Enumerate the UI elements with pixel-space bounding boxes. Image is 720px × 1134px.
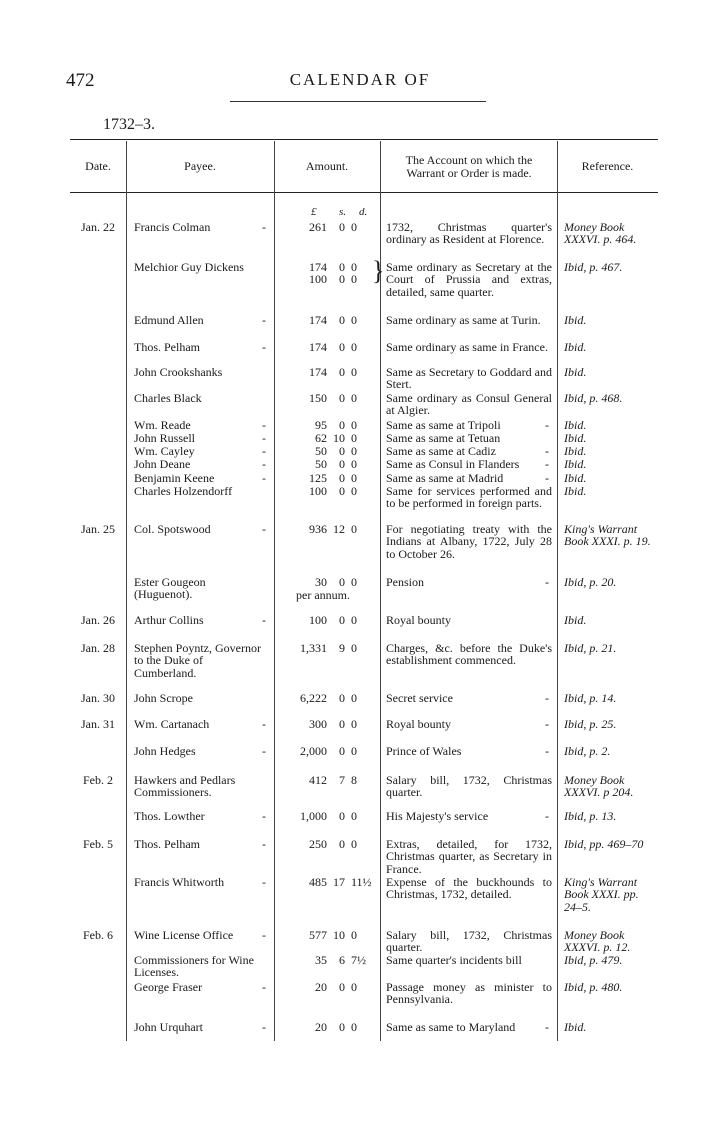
- row-reference: Ibid, p. 479.: [564, 953, 623, 967]
- row-shillings: 0: [339, 837, 345, 851]
- row-pounds: 174 100: [309, 260, 327, 287]
- row-payee: Edmund Allen: [134, 313, 204, 327]
- row-account: Royal bounty: [386, 613, 451, 627]
- row-shillings: 0: [339, 365, 345, 379]
- row-account: Same as same at Madrid: [386, 471, 504, 485]
- row-amount-note: per annum.: [296, 588, 350, 602]
- row-account: Same ordinary as same in France.: [386, 340, 548, 354]
- row-shillings: 0: [339, 613, 345, 627]
- row-reference: King's Warrant Book XXXI. p. 19.: [564, 522, 651, 549]
- row-reference: Ibid.: [564, 340, 587, 354]
- row-pence: 0: [351, 809, 357, 823]
- brace: }: [372, 255, 385, 286]
- row-reference: Ibid.: [564, 471, 587, 485]
- row-account: Passage money as minister to Pennsylvania.: [386, 980, 552, 1007]
- row-reference: Ibid.: [564, 484, 587, 498]
- row-shillings: 0: [339, 744, 345, 758]
- leader-dash: -: [545, 691, 549, 705]
- row-reference: Ibid, p. 21.: [564, 641, 617, 655]
- column-divider: [274, 141, 275, 1041]
- row-payee: Thos. Pelham: [134, 340, 200, 354]
- row-reference: Ibid.: [564, 365, 587, 379]
- row-account: Royal bounty: [386, 717, 451, 731]
- row-account: Same ordinary as Secretary at the Court of Prussia and extras, detailed, same quarter.: [386, 260, 552, 299]
- row-pounds: 50: [315, 457, 327, 471]
- row-date: Feb. 2: [83, 773, 113, 787]
- column-divider: [126, 141, 127, 1041]
- row-reference: Ibid.: [564, 444, 587, 458]
- row-pounds: 35: [315, 953, 327, 967]
- row-date: Jan. 22: [81, 220, 115, 234]
- leader-dash: -: [545, 809, 549, 823]
- row-date: Jan. 26: [81, 613, 115, 627]
- row-pence: 0: [351, 641, 357, 655]
- row-pence: 0: [351, 220, 357, 234]
- row-pence: 0: [351, 837, 357, 851]
- row-payee: Commissioners for Wine Licenses.: [134, 953, 254, 980]
- row-reference: Ibid.: [564, 457, 587, 471]
- leader-dash: -: [262, 744, 266, 758]
- row-pounds: 1,331: [300, 641, 327, 655]
- row-reference: Ibid, p. 20.: [564, 575, 617, 589]
- row-account: Same as Consul in Flanders: [386, 457, 520, 471]
- row-shillings: 0: [339, 457, 345, 471]
- row-pounds: 174: [309, 365, 327, 379]
- row-reference: Ibid.: [564, 431, 587, 445]
- leader-dash: -: [545, 575, 549, 589]
- leader-dash: -: [545, 744, 549, 758]
- leader-dash: -: [262, 340, 266, 354]
- row-shillings: 0: [339, 484, 345, 498]
- leader-dash: -: [262, 928, 266, 942]
- row-date: Jan. 30: [81, 691, 115, 705]
- row-pence: 0: [351, 1020, 357, 1034]
- row-date: Jan. 25: [81, 522, 115, 536]
- unit-pence: d.: [359, 206, 368, 218]
- row-payee: Arthur Collins: [134, 613, 204, 627]
- row-shillings: 0: [339, 691, 345, 705]
- row-date: Feb. 6: [83, 928, 113, 942]
- row-shillings: 0: [339, 220, 345, 234]
- leader-dash: -: [262, 522, 266, 536]
- row-pence: 0: [351, 980, 357, 994]
- row-payee: John Hedges: [134, 744, 196, 758]
- row-pence: 8: [351, 773, 357, 787]
- unit-pounds: £: [311, 206, 317, 218]
- row-payee: Col. Spotswood: [134, 522, 211, 536]
- row-pounds: 30: [315, 575, 327, 589]
- row-account: For negotiating treaty with the Indians at Albany, 1722, July 28 to October 26.: [386, 522, 552, 561]
- leader-dash: -: [262, 220, 266, 234]
- leader-dash: -: [545, 471, 549, 485]
- row-date: Feb. 5: [83, 837, 113, 851]
- row-payee: Charles Holzendorff: [134, 484, 233, 498]
- row-payee: Thos. Pelham: [134, 837, 200, 851]
- row-pence: 0: [351, 391, 357, 405]
- leader-dash: -: [262, 1020, 266, 1034]
- row-pence: 0: [351, 444, 357, 458]
- row-payee: Wm. Cartanach: [134, 717, 210, 731]
- row-shillings: 10: [333, 928, 345, 942]
- row-shillings: 10: [333, 431, 345, 445]
- row-pounds: 485: [309, 875, 327, 889]
- row-account: Same ordinary as same at Turin.: [386, 313, 541, 327]
- row-pence: 0: [351, 431, 357, 445]
- row-shillings: 0: [339, 313, 345, 327]
- row-pence: 0: [351, 575, 357, 589]
- row-payee: John Crookshanks: [134, 365, 223, 379]
- row-shillings: 9: [339, 641, 345, 655]
- leader-dash: -: [262, 418, 266, 432]
- page-number: 472: [66, 70, 95, 91]
- row-payee: Melchior Guy Dickens: [134, 260, 244, 274]
- row-account: Pension: [386, 575, 425, 589]
- row-pence: 0: [351, 691, 357, 705]
- row-account: Same as Secretary to Goddard and Stert.: [386, 365, 552, 392]
- row-shillings: 0: [339, 717, 345, 731]
- row-pounds: 20: [315, 980, 327, 994]
- row-shillings: 12: [333, 522, 345, 536]
- row-account: 1732, Christmas quarter's ordinary as Resident at Florence.: [386, 220, 552, 247]
- leader-dash: -: [262, 444, 266, 458]
- row-reference: Ibid.: [564, 418, 587, 432]
- row-pence: 7½: [351, 953, 366, 967]
- row-pounds: 95: [315, 418, 327, 432]
- row-pence: 0: [351, 340, 357, 354]
- row-payee: Francis Whitworth: [134, 875, 225, 889]
- leader-dash: -: [545, 418, 549, 432]
- row-pence: 0: [351, 928, 357, 942]
- row-account: Secret service: [386, 691, 453, 705]
- row-account: His Majesty's service: [386, 809, 489, 823]
- row-reference: Ibid, p. 13.: [564, 809, 617, 823]
- row-shillings: 0 0: [339, 260, 345, 287]
- row-payee: John Scrope: [134, 691, 193, 705]
- leader-dash: -: [545, 717, 549, 731]
- row-payee: George Fraser: [134, 980, 203, 994]
- leader-dash: -: [262, 431, 266, 445]
- row-pounds: 20: [315, 1020, 327, 1034]
- row-pence: 11½: [351, 875, 372, 889]
- row-shillings: 0: [339, 418, 345, 432]
- row-account: Same as same at Cadiz: [386, 444, 496, 458]
- row-payee: Wm. Cayley: [134, 444, 195, 458]
- row-pence: 0: [351, 457, 357, 471]
- year-label: 1732–3.: [103, 116, 155, 133]
- row-payee: John Russell: [134, 431, 196, 445]
- row-pounds: 300: [309, 717, 327, 731]
- row-pence: 0: [351, 418, 357, 432]
- leader-dash: -: [262, 875, 266, 889]
- leader-dash: -: [262, 471, 266, 485]
- row-pence: 0: [351, 313, 357, 327]
- leader-dash: -: [545, 457, 549, 471]
- row-payee: Benjamin Keene: [134, 471, 215, 485]
- row-shillings: 0: [339, 444, 345, 458]
- row-shillings: 0: [339, 575, 345, 589]
- row-pounds: 100: [309, 613, 327, 627]
- row-reference: Money Book XXXVI. p. 464.: [564, 220, 637, 247]
- row-reference: Ibid, p. 468.: [564, 391, 623, 405]
- row-date: Jan. 28: [81, 641, 115, 655]
- row-shillings: 0: [339, 809, 345, 823]
- leader-dash: -: [545, 1020, 549, 1034]
- row-account: Same ordinary as Consul General at Algier.: [386, 391, 552, 418]
- row-pence: 0: [351, 471, 357, 485]
- row-pence: 0 0: [351, 260, 357, 287]
- row-payee: John Urquhart: [134, 1020, 203, 1034]
- row-account: Same as same to Maryland: [386, 1020, 516, 1034]
- row-reference: Ibid, p. 467.: [564, 260, 623, 274]
- leader-dash: -: [262, 837, 266, 851]
- row-shillings: 0: [339, 1020, 345, 1034]
- row-reference: Money Book XXXVI. p 204.: [564, 773, 634, 800]
- header-date: Date.: [85, 159, 111, 173]
- row-date: Jan. 31: [81, 717, 115, 731]
- row-payee: Wine License Office: [134, 928, 234, 942]
- row-pounds: 936: [309, 522, 327, 536]
- leader-dash: -: [262, 313, 266, 327]
- header-amount: Amount.: [305, 159, 349, 173]
- row-shillings: 6: [339, 953, 345, 967]
- row-pounds: 6,222: [300, 691, 327, 705]
- row-pence: 0: [351, 717, 357, 731]
- row-pence: 0: [351, 522, 357, 536]
- row-account: Prince of Wales: [386, 744, 462, 758]
- title-rule: [230, 101, 486, 102]
- header-payee: Payee.: [184, 159, 216, 173]
- row-account: Same as same at Tetuan: [386, 431, 501, 445]
- row-payee: Thos. Lowther: [134, 809, 205, 823]
- row-account: Charges, &c. before the Duke's establishment commenced.: [386, 641, 552, 668]
- row-reference: King's Warrant Book XXXI. pp. 24–5.: [564, 875, 639, 914]
- row-pounds: 50: [315, 444, 327, 458]
- leader-dash: -: [262, 613, 266, 627]
- leader-dash: -: [262, 809, 266, 823]
- row-shillings: 7: [339, 773, 345, 787]
- row-account: Salary bill, 1732, Christmas quarter.: [386, 773, 552, 800]
- leader-dash: -: [262, 980, 266, 994]
- row-pounds: 261: [309, 220, 327, 234]
- row-payee: Stephen Poyntz, Governor to the Duke of Cumberland.: [134, 641, 261, 680]
- row-account: Expense of the buckhounds to Christmas, 1732, detailed.: [386, 875, 552, 902]
- row-reference: Ibid, pp. 469–70: [564, 837, 644, 851]
- leader-dash: -: [262, 457, 266, 471]
- row-reference: Ibid, p. 480.: [564, 980, 623, 994]
- table-top-rule: [70, 139, 658, 140]
- leader-dash: -: [545, 444, 549, 458]
- row-pounds: 412: [309, 773, 327, 787]
- row-pounds: 174: [309, 313, 327, 327]
- row-payee: Hawkers and Pedlars Commissioners.: [134, 773, 236, 800]
- unit-shillings: s.: [339, 206, 347, 218]
- row-pounds: 577: [309, 928, 327, 942]
- row-pounds: 125: [309, 471, 327, 485]
- row-pence: 0: [351, 613, 357, 627]
- row-reference: Ibid, p. 25.: [564, 717, 617, 731]
- header-account: The Account on which the Warrant or Order is made.: [405, 152, 533, 180]
- row-account: Same as same at Tripoli: [386, 418, 501, 432]
- header-reference: Reference.: [581, 159, 634, 173]
- row-shillings: 0: [339, 980, 345, 994]
- row-reference: Ibid.: [564, 613, 587, 627]
- row-pence: 0: [351, 484, 357, 498]
- row-pounds: 250: [309, 837, 327, 851]
- row-shillings: 0: [339, 340, 345, 354]
- leader-dash: -: [262, 717, 266, 731]
- row-reference: Ibid, p. 2.: [564, 744, 611, 758]
- row-pence: 0: [351, 744, 357, 758]
- running-title: CALENDAR OF: [289, 70, 431, 89]
- row-pounds: 100: [309, 484, 327, 498]
- row-payee: Wm. Reade: [134, 418, 191, 432]
- row-shillings: 0: [339, 391, 345, 405]
- row-shillings: 0: [339, 471, 345, 485]
- row-shillings: 17: [333, 875, 345, 889]
- row-account: Salary bill, 1732, Christmas quarter.: [386, 928, 552, 955]
- row-payee: Ester Gougeon (Huguenot).: [134, 575, 206, 602]
- row-pounds: 174: [309, 340, 327, 354]
- table-header-rule: [70, 192, 658, 193]
- row-reference: Money Book XXXVI. p. 12.: [564, 928, 631, 955]
- row-reference: Ibid, p. 14.: [564, 691, 617, 705]
- row-account: Extras, detailed, for 1732, Christmas quarter, as Secretary in France.: [386, 837, 552, 876]
- row-pounds: 2,000: [300, 744, 327, 758]
- row-payee: John Deane: [134, 457, 191, 471]
- row-reference: Ibid.: [564, 313, 587, 327]
- row-payee: Charles Black: [134, 391, 202, 405]
- row-account: Same for services performed and to be performed in foreign parts.: [386, 484, 552, 511]
- row-pence: 0: [351, 365, 357, 379]
- row-payee: Francis Colman: [134, 220, 211, 234]
- row-account: Same quarter's incidents bill: [386, 953, 522, 967]
- row-pounds: 1,000: [300, 809, 327, 823]
- column-divider: [557, 141, 558, 1041]
- row-pounds: 62: [315, 431, 327, 445]
- row-reference: Ibid.: [564, 1020, 587, 1034]
- row-pounds: 150: [309, 391, 327, 405]
